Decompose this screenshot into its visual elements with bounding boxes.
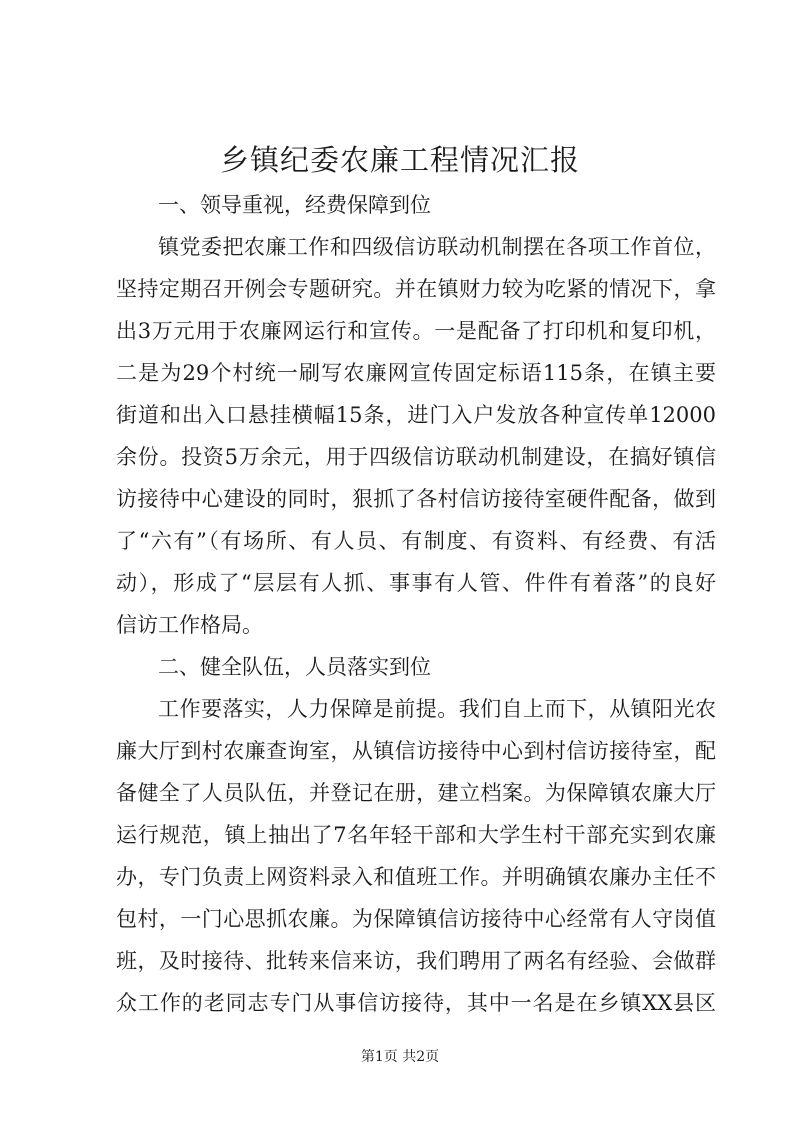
section-heading-2: 二、健全队伍，人员落实到位	[158, 655, 431, 679]
body-line: 运行规范，镇上抽出了7名年轻干部和大学生村干部充实到农廉	[116, 823, 716, 847]
body-line: 了“六有”（有场所、有人员、有制度、有资料、有经费、有活	[116, 529, 716, 553]
body-line: 访接待中心建设的同时，狠抓了各村信访接待室硬件配备，做到	[116, 487, 716, 511]
body-line: 廉大厅到村农廉查询室，从镇信访接待中心到村信访接待室，配	[116, 739, 716, 763]
body-line: 动），形成了“层层有人抓、事事有人管、件件有着落”的良好	[116, 571, 716, 595]
body-line: 坚持定期召开例会专题研究。并在镇财力较为吃紧的情况下，拿	[116, 277, 716, 301]
body-line: 街道和出入口悬挂横幅15条，进门入户发放各种宣传单12000	[116, 403, 716, 427]
body-line: 镇党委把农廉工作和四级信访联动机制摆在各项工作首位，	[158, 235, 716, 259]
page-footer: 第1页 共2页	[360, 1049, 440, 1065]
body-line: 包村，一门心思抓农廉。为保障镇信访接待中心经常有人守岗值	[116, 907, 716, 931]
body-line: 出3万元用于农廉网运行和宣传。一是配备了打印机和复印机，	[116, 319, 716, 343]
document-title: 乡镇纪委农廉工程情况汇报	[219, 143, 580, 177]
body-line: 众工作的老同志专门从事信访接待，其中一名是在乡镇XX县区	[116, 991, 716, 1015]
body-line: 余份。投资5万余元，用于四级信访联动机制建设，在搞好镇信	[116, 445, 716, 469]
body-line: 办，专门负责上网资料录入和值班工作。并明确镇农廉办主任不	[116, 865, 716, 889]
body-line: 班，及时接待、批转来信来访，我们聘用了两名有经验、会做群	[116, 949, 716, 973]
body-line: 二是为29个村统一刷写农廉网宣传固定标语115条，在镇主要	[116, 361, 716, 385]
section-heading-1: 一、领导重视，经费保障到位	[158, 193, 431, 217]
body-line: 工作要落实，人力保障是前提。我们自上而下，从镇阳光农	[158, 697, 716, 721]
body-line: 备健全了人员队伍，并登记在册，建立档案。为保障镇农廉大厅	[116, 781, 716, 805]
body-line: 信访工作格局。	[116, 613, 263, 637]
